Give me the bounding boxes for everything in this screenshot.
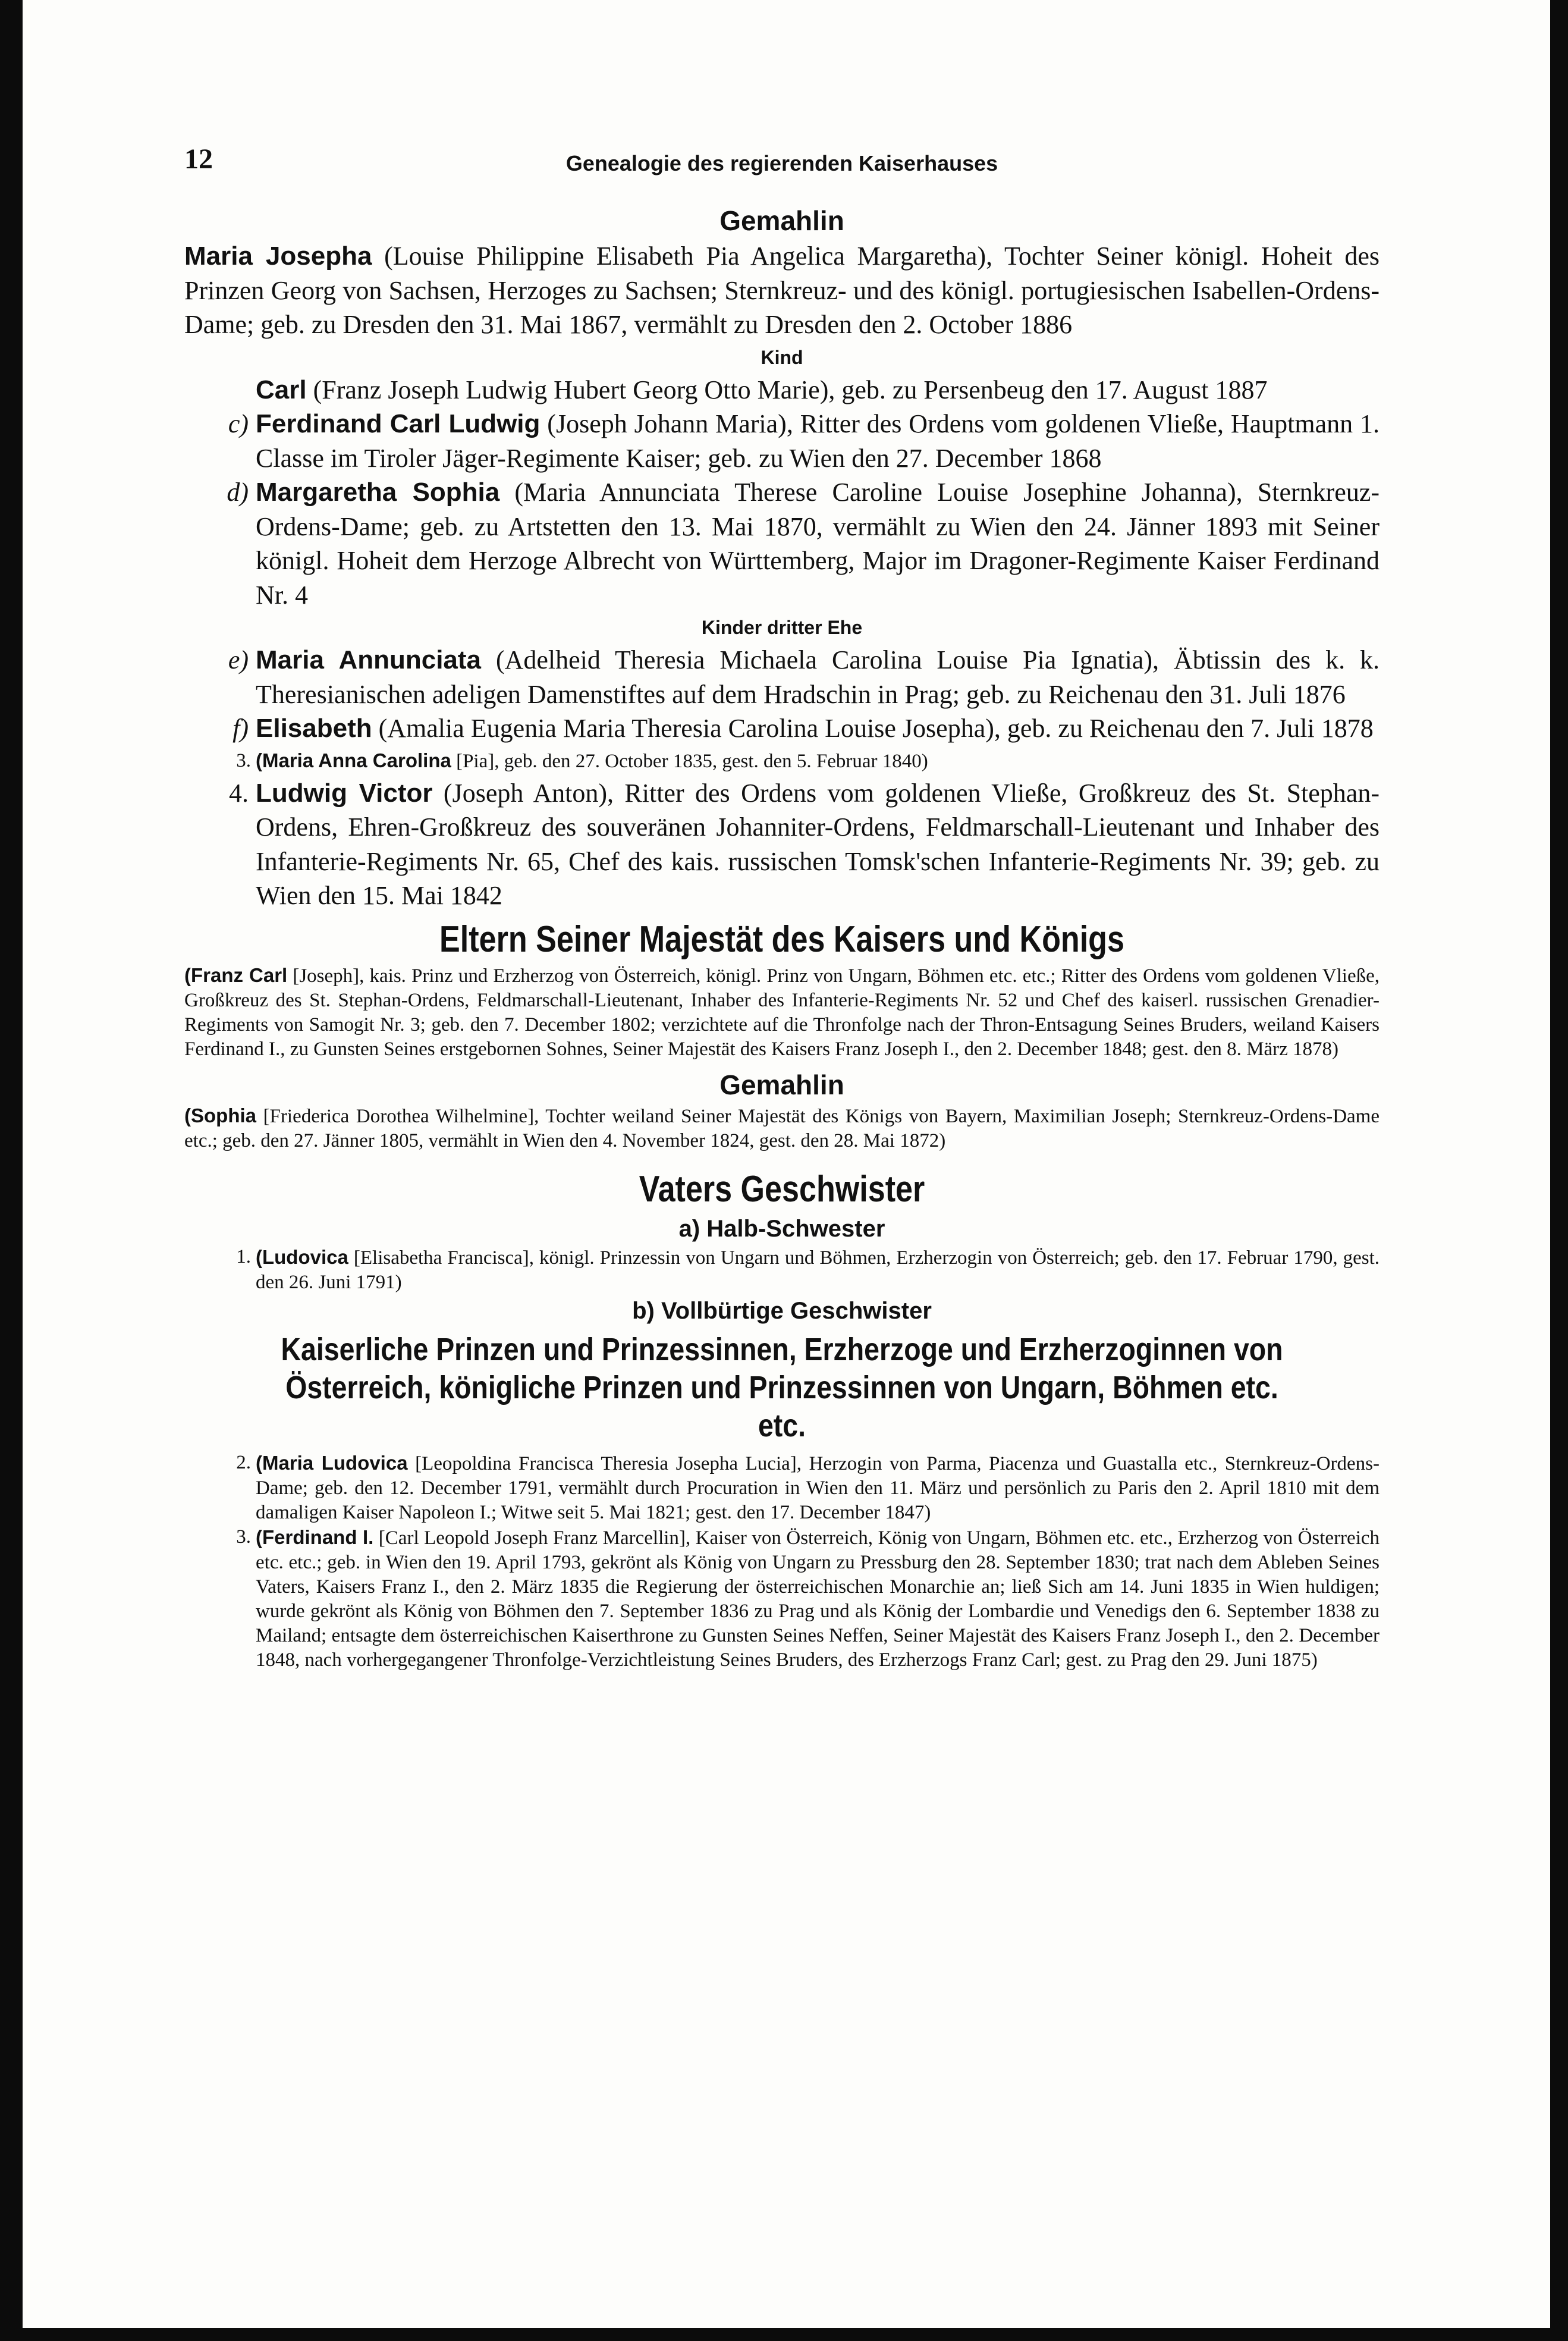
entry-marker: e) <box>228 645 249 674</box>
entry-marker: 3. <box>236 1526 251 1548</box>
spouse-heading: Gemahlin <box>719 205 844 236</box>
spouse-text: (Louise Philippine Elisabeth Pia Angelica Margaretha), Tochter Seiner königl. Hoheit des Prinzen Georg von Sachsen, Herzoges zu Sachsen; Sternkreuz- und des königl. portugiesischen Isabellen-Ordens-Dame; geb. zu Dresden den 31. Mai 1867, vermählt zu Dresden den 2. October 1886 <box>184 241 1380 339</box>
genealogy-entry-4 <box>184 776 1380 913</box>
entry-text: (Amalia Eugenia Maria Theresia Carolina Louise Josepha), geb. zu Reichenau den 7. Juli 1878 <box>372 714 1374 743</box>
entry-marker: 4. <box>229 778 249 808</box>
full-siblings-heading: b) Vollbürtige Geschwister <box>632 1297 932 1324</box>
entry-text: (Adelheid Theresia Michaela Carolina Louise Pia Ignatia), Äbtissin des k. k. Theresianischen adeligen Damenstiftes auf dem Hradschin in Prag; geb. zu Reichenau den 31. Juli 1876 <box>256 645 1380 709</box>
siblings-heading: Vaters Geschwister <box>639 1168 925 1210</box>
entry-name: (Maria Anna Carolina <box>256 749 451 771</box>
entry-name: Ludwig Victor <box>256 778 433 808</box>
entry-name: (Maria Ludovica <box>256 1451 408 1474</box>
entry-text: (Maria Annunciata Therese Caroline Louise Josephine Johanna), Sternkreuz-Ordens-Dame; geb. zu Artstetten den 13. Mai 1870, vermählt zu Wien den 24. Jänner 1893 mit Seiner königl. Hoheit dem Herzoge Albrecht von Württemberg, Major im Dragoner-Regimente Kaiser Ferdinand Nr. 4 <box>256 478 1380 610</box>
child-name: Carl <box>256 375 307 404</box>
mother-heading: Gemahlin <box>719 1069 844 1100</box>
child-entry <box>184 373 1380 407</box>
entry-name: Maria Annunciata <box>256 645 482 674</box>
entry-text: (Joseph Anton), Ritter des Ordens vom goldenen Vließe, Großkreuz des St. Stephan-Ordens, Ehren-Großkreuz des souveränen Johanniter-Ordens, Feldmarschall-Lieutenant und Inhaber des Infanterie-Regiments Nr. 65, Chef des kais. russischen Tomsk'schen Infanterie-Regiments Nr. 39; geb. zu Wien den 15. Mai 1842 <box>256 778 1380 910</box>
parents-heading: Eltern Seiner Majestät des Kaisers und Königs <box>439 918 1124 960</box>
half-sister-entry <box>184 1245 1380 1295</box>
genealogy-entry-d <box>184 475 1380 612</box>
spouse-name: Maria Josepha <box>184 241 372 271</box>
half-sister-heading: a) Halb-Schwester <box>678 1215 885 1242</box>
genealogy-entry-f <box>184 711 1380 746</box>
genealogy-entry-c <box>184 407 1380 475</box>
entry-name: Ferdinand Carl Ludwig <box>256 409 541 438</box>
entry-text: (Joseph Johann Maria), Ritter des Ordens vom goldenen Vließe, Hauptmann 1. Classe im Tiroler Jäger-Regimente Kaiser; geb. zu Wien den 27. December 1868 <box>256 409 1380 473</box>
mother-text: [Friederica Dorothea Wilhelmine], Tochter weiland Seiner Majestät des Königs von Bayern, Maximilian Joseph; Sternkreuz-Ordens-Dame etc.; geb. den 27. Jänner 1805, vermählt in Wien den 4. November 1824, gest. den 28. Mai 1872) <box>184 1105 1380 1151</box>
page-content <box>184 202 1380 1672</box>
scan-edge-left <box>0 0 23 2341</box>
mother-entry <box>184 1103 1380 1153</box>
spouse-entry <box>184 239 1380 342</box>
entry-marker: c) <box>228 409 249 438</box>
sibling-entry-2 <box>184 1451 1380 1525</box>
entry-marker: d) <box>227 478 249 507</box>
page-number: 12 <box>184 143 213 175</box>
page-header <box>184 143 1380 184</box>
sibling-entry-3 <box>184 1525 1380 1672</box>
entry-name: Margaretha Sophia <box>256 478 500 507</box>
entry-text: [Elisabetha Francisca], königl. Prinzessin von Ungarn und Böhmen, Erzherzogin von Österreich; geb. den 17. Februar 1790, gest. den 26. Juni 1791) <box>256 1247 1380 1293</box>
entry-text: [Pia], geb. den 27. October 1835, gest. den 5. Februar 1840) <box>451 750 928 772</box>
entry-text: [Leopoldina Francisca Theresia Josepha Lucia], Herzogin von Parma, Piacenza und Guastalla etc., Sternkreuz-Ordens-Dame; geb. den 12. December 1791, vermählt durch Procuration in Wien den 11. März und persönlich zu Paris den 2. April 1810 mit dem damaligen Kaiser Napoleon I.; Witwe seit 5. Mai 1821; gest. den 17. December 1847) <box>256 1452 1380 1523</box>
father-entry <box>184 963 1380 1062</box>
child-text: (Franz Joseph Ludwig Hubert Georg Otto Marie), geb. zu Persenbeug den 17. August 1887 <box>306 375 1268 404</box>
third-marriage-heading: Kinder dritter Ehe <box>701 617 863 638</box>
child-heading: Kind <box>761 346 803 368</box>
scan-edge-bottom <box>0 2328 1568 2341</box>
entry-name: (Ludovica <box>256 1245 348 1268</box>
entry-marker: 2. <box>236 1451 251 1473</box>
princes-heading: Kaiserliche Prinzen und Prinzessinnen, Erzherzoge und Erzherzoginnen von Österreich, königliche Prinzen und Prinzessinnen von Ungarn, Böhmen etc. etc. <box>281 1331 1283 1443</box>
entry-marker: 1. <box>236 1245 251 1267</box>
father-name: (Franz Carl <box>184 964 288 986</box>
entry-text: [Carl Leopold Joseph Franz Marcellin], Kaiser von Österreich, König von Ungarn, Böhmen etc. etc., Erzherzog von Österreich etc. etc.; geb. in Wien den 19. April 1793, gekrönt als König von Ungarn zu Pressburg den 28. September 1830; trat nach dem Ableben Seines Vaters, Kaisers Franz I., den 2. März 1835 die Regierung der österreichischen Monarchie an; ließ Sich am 14. Juni 1835 in Wien huldigen; wurde gekrönt als König von Böhmen den 7. September 1836 zu Prag und als König der Lombardie und Venedigs den 6. September 1838 zu Mailand; entsagte dem österreichischen Kaiserthrone zu Gunsten Seines Neffen, Seiner Majestät des Kaisers Franz Joseph I., den 2. December 1848, nach vorhergegangener Thronfolge-Verzichtleistung Seines Bruders, des Erzherzogs Franz Carl; gest. zu Prag den 29. Juni 1875) <box>256 1527 1380 1671</box>
entry-marker: f) <box>232 714 249 743</box>
entry-name: (Ferdinand I. <box>256 1526 374 1548</box>
genealogy-entry-e <box>184 643 1380 711</box>
entry-marker: 3. <box>236 749 251 771</box>
running-head: Genealogie des regierenden Kaiserhauses <box>565 151 998 175</box>
mother-name: (Sophia <box>184 1104 256 1126</box>
entry-name: Elisabeth <box>256 714 372 743</box>
father-text: [Joseph], kais. Prinz und Erzherzog von Österreich, königl. Prinz von Ungarn, Böhmen etc. etc.; Ritter des Ordens vom goldenen Vließe, Großkreuz des St. Stephan-Ordens, Feldmarschall-Lieutenant, Inhaber des Infanterie-Regiments Nr. 52 und Chef des kaiserl. russischen Grenadier-Regiments von Samogit Nr. 3; geb. den 7. December 1802; verzichtete auf die Thronfolge nach der Thron-Entsagung Seines Bruders, weiland Kaisers Ferdinand I., zu Gunsten Seines erstgebornen Sohnes, Seiner Majestät des Kaisers Franz Joseph I., den 2. December 1848; gest. den 8. März 1878) <box>184 965 1380 1060</box>
scan-edge-right <box>1550 0 1568 2341</box>
genealogy-entry-3 <box>184 746 1380 776</box>
